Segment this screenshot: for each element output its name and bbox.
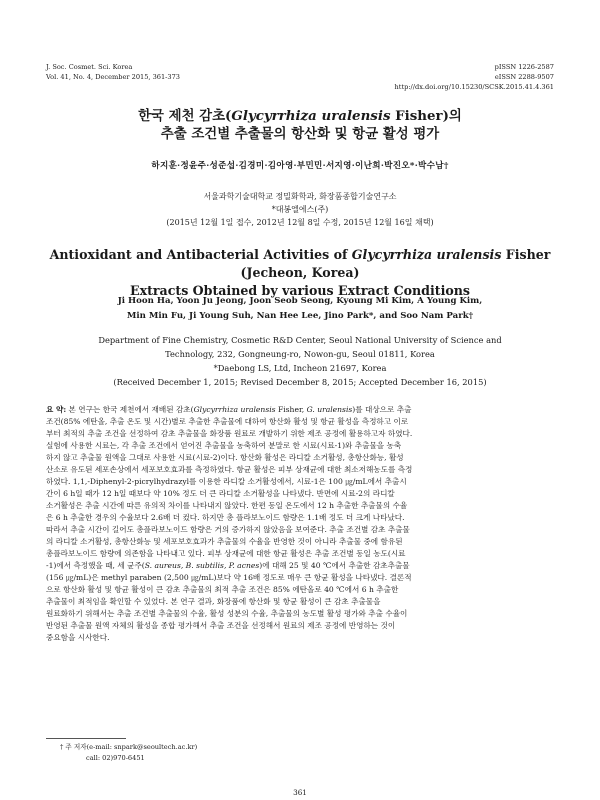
footnote xyxy=(60,742,197,764)
english-title-text: Antioxidant and Antibacterial Activities of xyxy=(49,247,352,262)
abstract-line: 중요함을 시사한다. xyxy=(46,633,110,642)
english-title xyxy=(46,246,554,300)
abstract-line: 실험에 사용한 시료는, 각 추출 조건에서 얻어진 추출물을 농축하여 분말로 한 시료(시료-1)와 추출물을 농축 xyxy=(46,441,402,450)
korean-title-line2: 추출 조건별 추출물의 항산화 및 항균 활성 평가 xyxy=(160,126,440,142)
eissn: eISSN 2288-9507 xyxy=(494,73,554,81)
abstract-text: -1)에서 측정했을 때, 세 균주( xyxy=(46,561,145,570)
korean-dates: (2015년 12월 1일 접수, 2012년 12월 8일 수정, 2015년 12월 16일 채택) xyxy=(166,218,434,227)
english-title-line2: Extracts Obtained by various Extract Conditions xyxy=(129,283,471,298)
abstract-species-abbr: G. uralensis xyxy=(306,405,353,414)
korean-title xyxy=(46,107,554,143)
korean-abstract xyxy=(46,404,554,644)
abstract-line: 하였다. 1,1,-Diphenyl-2-picrylhydrazyl를 이용한 라디칼 소거활성에서, 시료-1은 100 ㎍/mL에서 추출시 xyxy=(46,477,407,486)
english-authors xyxy=(46,294,554,324)
korean-title-text: 한국 제천 감초( xyxy=(138,108,232,124)
journal-identifiers xyxy=(395,62,554,92)
english-affiliation-line3: *Daebong LS, Ltd, Incheon 21697, Korea xyxy=(213,363,387,373)
abstract-line: (156 ㎍/mL)은 methyl paraben (2,500 ㎍/mL)보다 약 16배 정도로 매우 큰 항균 활성을 나타냈다. 결론적 xyxy=(46,573,412,582)
corresponding-author-phone: call: 02)970-6451 xyxy=(86,754,145,762)
journal-volume: Vol. 41, No. 4, December 2015, 361-373 xyxy=(46,73,180,81)
abstract-line: 부터 최적의 추출 조건을 선정하여 감초 추출물을 화장품 원료로 개발하기 위한 제조 공정에 활용하고자 하였다. xyxy=(46,429,413,438)
korean-title-text-end: Fisher)의 xyxy=(390,108,462,124)
page-number: 361 xyxy=(293,788,307,797)
english-title-species: Glycyrrhiza uralensis xyxy=(351,247,502,262)
doi-link[interactable]: http://dx.doi.org/10.15230/SCSK.2015.41.4.361 xyxy=(394,83,554,91)
korean-affiliation-line1: 서울과학기술대학교 정밀화학과, 화장품종합기술연구소 xyxy=(203,192,397,201)
journal-name: J. Soc. Cosmet. Sci. Korea xyxy=(46,63,133,71)
abstract-line: 으로 항산화 활성 및 항균 활성이 큰 감초 추출물의 최적 추출 조건은 85% 에탄올로 40 ℃에서 6 h 추출한 xyxy=(46,585,399,594)
english-affiliation-line1: Department of Fine Chemistry, Cosmetic R&D Center, Seoul National University of Science and xyxy=(98,335,502,345)
korean-authors: 하지훈·정윤주·성준섭·김경미·김아영·부민민·서지영·이난희·박진오*·박수남† xyxy=(151,161,449,171)
abstract-line: 추출물이 최적임을 확인할 수 있었다. 본 연구 결과, 화장품에 항산화 및 항균 활성이 큰 감초 추출물을 xyxy=(46,597,381,606)
abstract-line: 따라서 추출 시간이 길어도 총플라보노이드 함량은 거의 증가하지 않았음을 보여준다. 추출 조건별 감초 추출물 xyxy=(46,525,410,534)
abstract-label: 요 약: xyxy=(46,405,67,414)
english-authors-line1: Ji Hoon Ha, Yoon Ju Jeong, Joon Seob Seong, Kyoung Mi Kim, A Young Kim, xyxy=(117,296,483,306)
pissn: pISSN 1226-2587 xyxy=(494,63,554,71)
abstract-line: 하지 않고 추출물 원액을 그대로 사용한 시료(시료-2)이다. 항산화 활성은 라디칼 소거활성, 총항산화능, 활성 xyxy=(46,453,404,462)
abstract-species: Glycyrrhiza uralensis xyxy=(193,405,276,414)
korean-title-species: Glycyrrhiza uralensis xyxy=(231,108,391,124)
abstract-text: Fisher, xyxy=(275,405,307,414)
journal-citation xyxy=(46,62,180,82)
korean-affiliation xyxy=(46,190,554,229)
english-affiliation xyxy=(46,333,554,389)
abstract-line: 소거활성은 추출 시간에 따른 유의적 차이를 나타내지 않았다. 한편 동일 온도에서 12 h 추출한 추출물의 수율 xyxy=(46,501,408,510)
corresponding-author-email: † 주 저자(e-mail: snpark@seoultech.ac.kr) xyxy=(60,743,198,751)
abstract-text: 본 연구는 한국 제천에서 재배된 감초( xyxy=(66,405,194,414)
english-dates: (Received December 1, 2015; Revised December 8, 2015; Accepted December 16, 2015) xyxy=(113,377,487,387)
korean-affiliation-line2: *대봉엘에스(주) xyxy=(271,205,329,214)
abstract-line: 산소로 유도된 세포손상에서 세포보호효과를 측정하였다. 항균 활성은 피부 상재균에 대한 최소저해농도를 측정 xyxy=(46,465,413,474)
abstract-line: 총플라보노이드 함량에 의존함을 나타내고 있다. 피부 상재균에 대한 항균 활성은 추출 조건별 동일 농도(시료 xyxy=(46,549,406,558)
abstract-line: 은 6 h 추출한 경우의 수율보다 2.6배 더 컸다. 하지만 총 플라보노이드 함량은 1.1배 정도 더 크게 나타났다. xyxy=(46,513,405,522)
english-authors-line2: Min Min Fu, Ji Young Suh, Nan Hee Lee, Jino Park*, and Soo Nam Park† xyxy=(126,311,474,321)
abstract-line: 원료화하기 위해서는 추출 조건별 추출물의 수율, 활성 성분의 수율, 추출물의 농도별 활성 평가와 추출 수율이 xyxy=(46,609,408,618)
abstract-text: )에 대해 25 및 40 ℃에서 추출한 감초추출물 xyxy=(259,561,410,570)
abstract-strains: S. aureus, B. subtilis, P. acnes xyxy=(144,561,260,570)
footnote-divider xyxy=(46,738,126,739)
english-title-text-end: Fisher (Jecheon, Korea) xyxy=(240,247,551,280)
abstract-line: 반영된 추출물 원액 자체의 활성을 종합 평가해서 추출 조건을 선정해서 원료의 제조 공정에 반영하는 것이 xyxy=(46,621,396,630)
abstract-line: 의 라디칼 소거활성, 총항산화능 및 세포보호효과가 추출물의 수율을 반영한 것이 아니라 추출물 중에 함유된 xyxy=(46,537,403,546)
abstract-text: )를 대상으로 추출 xyxy=(352,405,412,414)
english-affiliation-line2: Technology, 232, Gongneung-ro, Nowon-gu, Seoul 01811, Korea xyxy=(165,349,435,359)
abstract-line: 조건(85% 에탄올, 추출 온도 및 시간)별로 추출한 추출물에 대하여 항산화 활성 및 항균 활성을 측정하고 이로 xyxy=(46,417,409,426)
abstract-line: 간이 6 h일 때가 12 h일 때보다 약 10% 정도 더 큰 라디칼 소거활성을 나타냈다. 반면에 시료-2의 라디칼 xyxy=(46,489,395,498)
